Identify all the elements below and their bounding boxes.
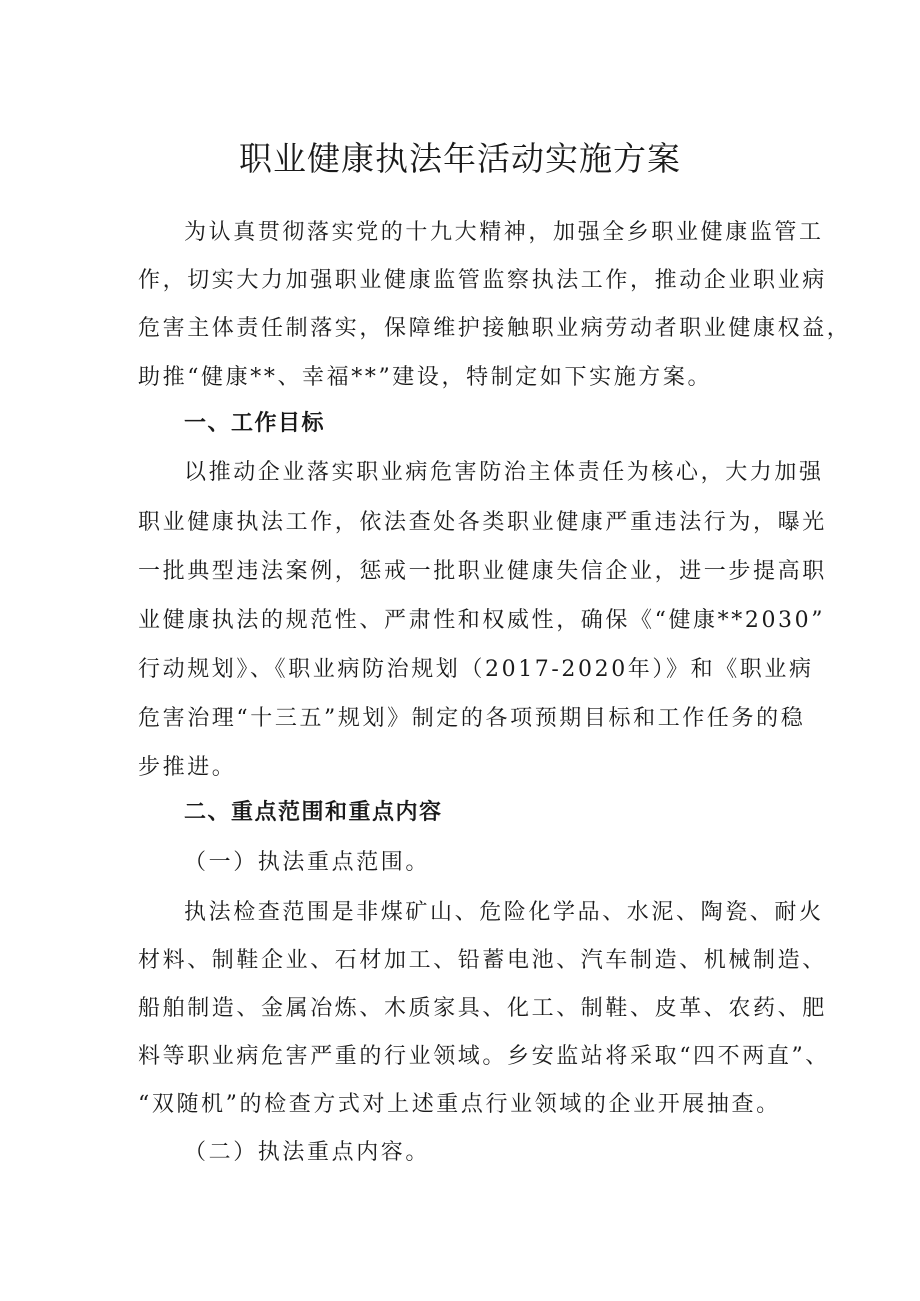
- scope-line-1: 执法检查范围是非煤矿山、危险化学品、水泥、陶瓷、耐火: [184, 900, 824, 925]
- section1-line-3: 一批典型违法案例，惩戒一批职业健康失信企业，进一步提高职: [138, 559, 827, 584]
- scope-line-2: 材料、制鞋企业、石材加工、铅蓄电池、汽车制造、机械制造、: [138, 948, 827, 973]
- subsection-heading-1: （一）执法重点范围。: [184, 850, 431, 875]
- scope-line-5: “双随机”的检查方式对上述重点行业领域的企业开展抽查。: [138, 1092, 781, 1117]
- section1-line-5: 行动规划》、《职业病防治规划（2017-2020年）》和《职业病: [138, 657, 814, 682]
- section1-line-4: 业健康执法的规范性、严肃性和权威性，确保《“健康**2030”: [138, 608, 826, 633]
- intro-line-4: 助推“健康**、幸福**”建设，特制定如下实施方案。: [138, 365, 713, 390]
- intro-line-3: 危害主体责任制落实，保障维护接触职业病劳动者职业健康权益，: [138, 316, 852, 341]
- section1-line-2: 职业健康执法工作，依法查处各类职业健康严重违法行为，曝光: [138, 510, 827, 535]
- scope-line-4: 料等职业病危害严重的行业领域。乡安监站将采取“四不两直”、: [138, 1044, 830, 1069]
- scope-line-3: 船舶制造、金属冶炼、木质家具、化工、制鞋、皮革、农药、肥: [138, 996, 827, 1021]
- section1-line-6: 危害治理“十三五”规划》制定的各项预期目标和工作任务的稳: [138, 706, 806, 731]
- section-heading-2: 二、重点范围和重点内容: [184, 800, 443, 825]
- document-title: 职业健康执法年活动实施方案: [239, 139, 681, 178]
- section1-line-1: 以推动企业落实职业病危害防治主体责任为核心，大力加强: [184, 460, 824, 485]
- section1-line-7: 步推进。: [138, 755, 237, 780]
- intro-line-1: 为认真贯彻落实党的十九大精神，加强全乡职业健康监管工: [184, 220, 824, 245]
- intro-line-2: 作，切实大力加强职业健康监管监察执法工作，推动企业职业病: [138, 268, 827, 293]
- section-heading-1: 一、工作目标: [184, 411, 326, 436]
- subsection-heading-2: （二）执法重点内容。: [184, 1140, 431, 1165]
